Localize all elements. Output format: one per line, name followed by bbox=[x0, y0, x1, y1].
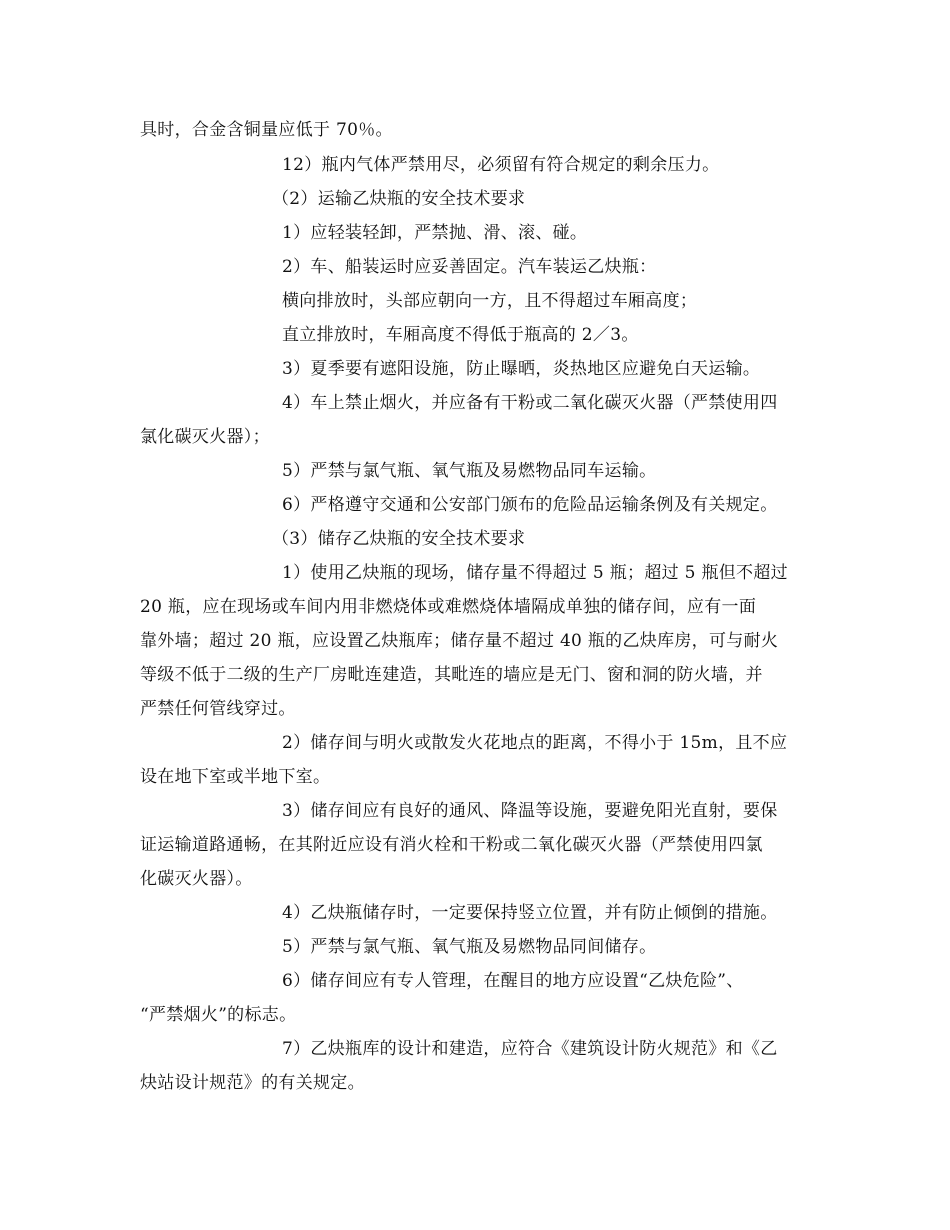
text-line: 6）储存间应有专人管理，在醒目的地方应设置“乙炔危险”、 bbox=[282, 971, 744, 991]
text-line: 1）应轻装轻卸，严禁抛、滑、滚、碰。 bbox=[282, 223, 588, 243]
text-line: 4）乙炔瓶储存时，一定要保持竖立位置，并有防止倾倒的措施。 bbox=[282, 903, 778, 923]
text-line: 5）严禁与氯气瓶、氧气瓶及易燃物品同车运输。 bbox=[282, 461, 657, 481]
text-line: 具时，合金含铜量应低于 70％。 bbox=[140, 120, 393, 140]
text-line: 20 瓶，应在现场或车间内用非燃烧体或难燃烧体墙隔成单独的储存间，应有一面 bbox=[140, 597, 757, 617]
text-line: 炔站设计规范》的有关规定。 bbox=[140, 1073, 365, 1093]
text-line: 横向排放时，头部应朝向一方，且不得超过车厢高度； bbox=[282, 291, 698, 311]
text-line: 设在地下室或半地下室。 bbox=[140, 767, 331, 787]
text-line: 氯化碳灭火器）； bbox=[140, 427, 270, 447]
text-line: 靠外墙；超过 20 瓶，应设置乙炔瓶库；储存量不超过 40 瓶的乙炔库房，可与耐火 bbox=[140, 631, 779, 651]
text-line: 6）严格遵守交通和公安部门颁布的危险品运输条例及有关规定。 bbox=[282, 495, 778, 515]
text-line: 4）车上禁止烟火，并应备有干粉或二氧化碳灭火器（严禁使用四 bbox=[282, 393, 778, 413]
text-line: 3）储存间应有良好的通风、降温等设施，要避免阳光直射，要保 bbox=[282, 801, 778, 821]
text-line: 3）夏季要有遮阳设施，防止曝晒，炎热地区应避免白天运输。 bbox=[282, 359, 761, 379]
text-line: 2）储存间与明火或散发火花地点的距离，不得小于 15m，且不应 bbox=[282, 733, 788, 753]
text-line: 严禁任何管线穿过。 bbox=[140, 699, 296, 719]
section-heading: （2）运输乙炔瓶的安全技术要求 bbox=[272, 189, 526, 209]
text-line: 1）使用乙炔瓶的现场，储存量不得超过 5 瓶；超过 5 瓶但不超过 bbox=[282, 563, 788, 583]
text-line: 直立排放时，车厢高度不得低于瓶高的 2／3。 bbox=[282, 325, 639, 345]
section-heading: （3）储存乙炔瓶的安全技术要求 bbox=[272, 529, 526, 549]
text-line: 证运输道路通畅，在其附近应设有消火栓和干粉或二氧化碳灭火器（严禁使用四氯 bbox=[140, 835, 763, 855]
text-line: 化碳灭火器）。 bbox=[140, 869, 253, 889]
text-line: 12）瓶内气体严禁用尽，必须留有符合规定的剩余压力。 bbox=[282, 155, 720, 175]
text-line: 2）车、船装运时应妥善固定。汽车装运乙炔瓶： bbox=[282, 257, 657, 277]
text-line: “严禁烟火”的标志。 bbox=[140, 1005, 297, 1025]
text-line: 7）乙炔瓶库的设计和建造，应符合《建筑设计防火规范》和《乙 bbox=[282, 1039, 778, 1059]
text-line: 5）严禁与氯气瓶、氧气瓶及易燃物品同间储存。 bbox=[282, 937, 657, 957]
text-line: 等级不低于二级的生产厂房毗连建造，其毗连的墙应是无门、窗和洞的防火墙，并 bbox=[140, 665, 763, 685]
